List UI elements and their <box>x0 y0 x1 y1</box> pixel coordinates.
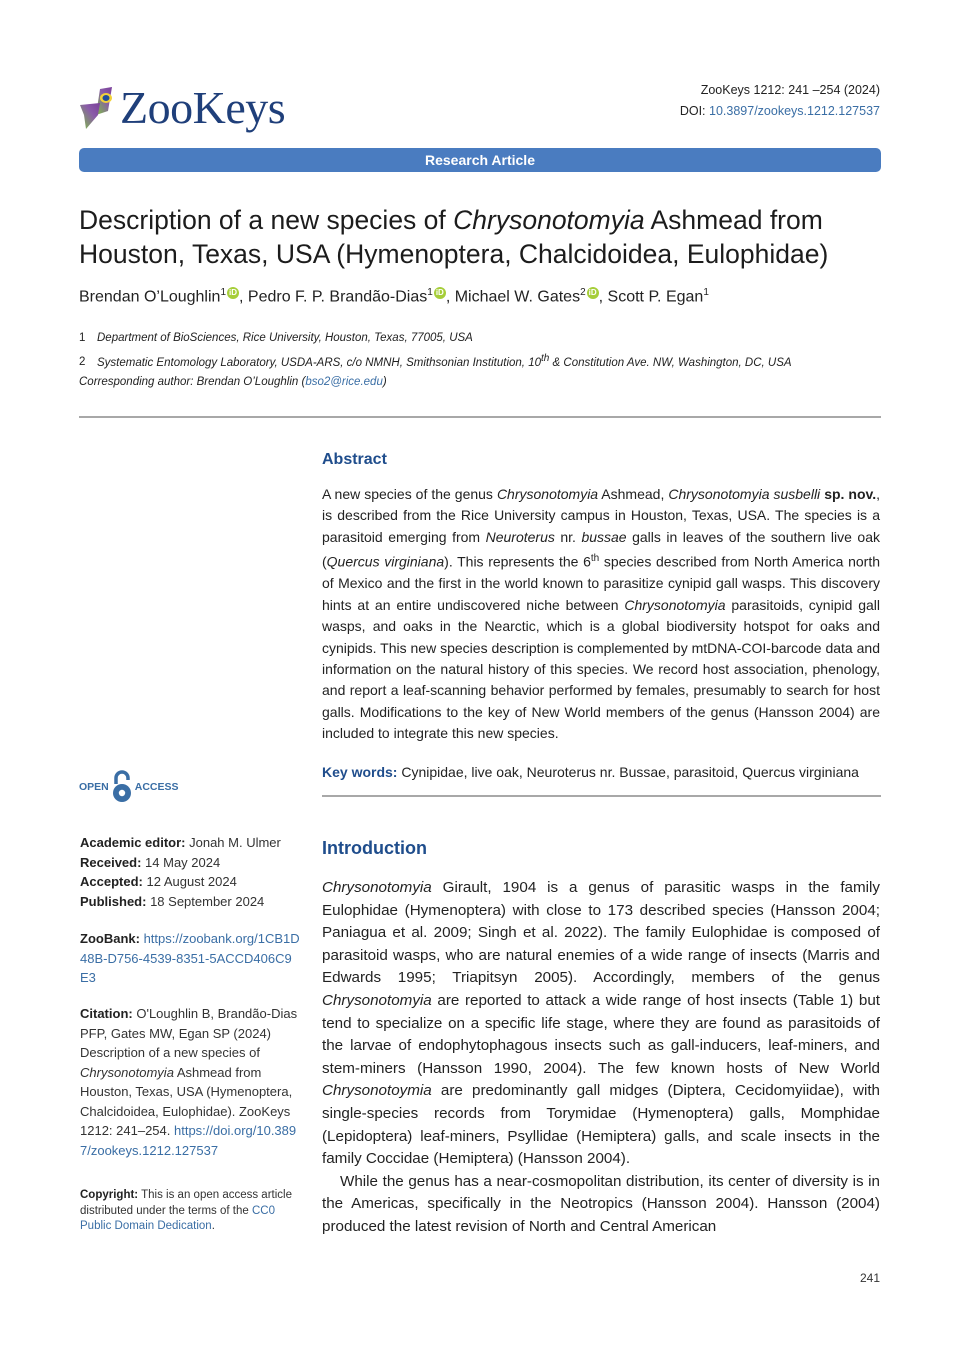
copyright <box>80 1188 300 1235</box>
title-text-rest: Ashmead from Houston, Texas, USA (Hymenoptera, Chalcidoidea, Eulophidae) <box>79 205 829 269</box>
author-list: Brendan O’Loughlin$^1$ iD , Pedro F. P. Brandão-Dias$^1$ iD , Michael W. Gates$^2$ iD , Scott P. Egan$^1$ <box>79 287 709 306</box>
keywords-list: Cynipidae, live oak, Neuroterus nr. Bussae, parasitoid, Quercus virginiana <box>401 764 859 780</box>
affiliation <box>79 329 792 349</box>
header-divider <box>79 416 881 418</box>
doi-link[interactable]: 10.3897/zookeys.1212.127537 <box>709 104 880 118</box>
journal-name: ZooKeys <box>120 82 286 133</box>
doi-line <box>680 101 880 122</box>
citation-doi-link[interactable]: https://doi.org/10.3897/zookeys.1212.127537 <box>80 1123 297 1158</box>
open-access-badge <box>79 770 179 804</box>
zoobank-label: ZooBank: <box>80 931 140 946</box>
citation-text: O'Loughlin B, Brandão-Dias PFP, Gates MW, Egan SP (2024) Description of a new species of <box>80 1006 298 1060</box>
published-label: Published: <box>80 893 147 909</box>
zoobank <box>80 929 300 988</box>
copyright-label: Copyright: <box>80 1189 139 1201</box>
citation-label: Citation: <box>80 1006 133 1021</box>
paren-close: ) <box>382 375 387 388</box>
copyright-text: This is an open access article distributed under the terms of the <box>80 1189 292 1217</box>
title-genus: Chrysonotomyia <box>453 205 645 235</box>
open-access-left: OPEN <box>79 781 109 793</box>
accepted-label: Accepted: <box>80 874 143 889</box>
affiliation <box>79 349 792 373</box>
abstract-divider <box>322 795 881 797</box>
editor-label: Academic editor: <box>80 835 186 850</box>
affil-marker: 2 <box>580 287 586 298</box>
article-title <box>79 203 899 271</box>
zoobank-link[interactable]: https://zoobank.org/1CB1D48B-D756-4539-8351-5ACCD406C9E3 <box>80 931 300 985</box>
introduction-heading: Introduction <box>322 838 427 858</box>
page-number: 241 <box>859 1271 880 1285</box>
affil-sup: th <box>541 352 550 364</box>
orcid-icon[interactable]: iD <box>229 288 237 298</box>
citation-line: ZooKeys 1212: 241 –254 (2024) <box>700 83 880 97</box>
affil-marker: 1 <box>427 287 433 298</box>
author[interactable]: Michael W. Gates <box>454 288 581 306</box>
author[interactable]: Scott P. Egan <box>607 288 704 306</box>
orcid-icon[interactable]: iD <box>588 288 597 298</box>
author[interactable]: Brendan O’Loughlin <box>79 288 221 306</box>
received-date: 14 May 2024 <box>145 854 221 870</box>
journal-logo[interactable] <box>78 78 285 138</box>
corresponding-author <box>79 373 792 393</box>
affiliations <box>79 329 792 392</box>
abstract-body: A new species of the genus Chrysonotomyia Ashmead, Chrysonotomyia susbelli sp. nov., is described from the Rice University campus in Houston, Texas, USA. The species is a parasitoid emerging from Neuroterus nr. bussae galls in leaves of the southern live oak (Quercus virginiana). This represents the 6th species described from North America north of Mexico and the first in the world known to parasitize cynipid gall wasps. This discovery hints at an entire undiscovered niche between Chrysonotomyia parasitoids, cynipid gall wasps, and oaks in the Nearctic, which is a global biodiversity hotspot for oaks and cynipids. This new species description is complemented by mtDNA-COI-barcode data and information on the natural history of this species. We record host association, phenology, and report a leaf-scanning behavior performed by females, presumably to search for host galls. Modifications to the key of New World members of the genus (Hansson 2004) are included to integrate this new species. <box>322 486 881 742</box>
orcid-icon[interactable]: iD <box>435 288 444 298</box>
affil-text: Department of BioSciences, Rice University, Houston, Texas, 77005, USA <box>97 332 473 344</box>
citation <box>80 1004 300 1160</box>
email-link[interactable]: bso2@rice.edu <box>305 375 383 388</box>
affil-text-rest: & Constitution Ave. NW, Washington, DC, USA <box>549 356 792 369</box>
affil-text: Systematic Entomology Laboratory, USDA-ARS, c/o NMNH, Smithsonian Institution, 10 <box>97 356 541 369</box>
editor-name: Jonah M. Ulmer <box>189 835 281 850</box>
open-lock-icon <box>111 770 133 804</box>
keywords-label: Key words: <box>322 764 398 780</box>
accepted-date: 12 August 2024 <box>146 874 237 889</box>
corresponding-label: Corresponding author: Brendan O’Loughlin ( <box>79 375 306 388</box>
citation-text-rest: Ashmead from Houston, Texas, USA (Hymenoptera, Chalcidoidea, Eulophidae). ZooKeys 1212: 241–254. <box>80 1064 293 1138</box>
license-link[interactable]: CC0 Public Domain Dedication <box>80 1204 275 1232</box>
paragraph: Chrysonotomyia Girault, 1904 is a genus of parasitic wasps in the family Eulophidae (Hymenoptera) with close to 173 described species (Hansson 2004; Paniagua et al. 2009; Singh et al. 2022). The family Eulophidae is composed of parasitoid wasps, who are natural enemies of a wide range of insects (Marris and Edwards 1995; Triapitsyn 2005). Accordingly, members of the genus Chrysonotomyia are reported to attack a wide range of host insects (Table 1) but tend to specialize on a specific life stage, where they are found as parasitoids of the larvae of endophytophagous insects such as gall-inducers, leaf-miners, and stem-miners (Hansson 1990, 2004). The few known hosts of New World Chrysonotoymia are predominantly gall midges (Diptera, Cecidomyiidae), with single-species records from Torymidae (Hymenoptera) galls, Momphidae (Lepidoptera) leaf-miners, Psyllidae (Hemiptera) galls, and scale insects in the family Coccidae (Hemiptera) (Hansson 2004). <box>322 879 880 1168</box>
published-date: 18 September 2024 <box>150 893 265 909</box>
affil-marker: 1 <box>703 287 709 298</box>
butterfly-icon <box>78 85 118 131</box>
period: . <box>211 1220 215 1232</box>
article-type-banner: Research Article <box>79 148 881 172</box>
affil-marker: 1 <box>220 287 226 298</box>
received-label: Received: <box>80 854 142 870</box>
article-meta <box>680 80 880 122</box>
citation-genus: Chrysonotomyia <box>80 1064 174 1080</box>
keywords <box>322 764 859 780</box>
title-text: Description of a new species of <box>79 205 454 235</box>
author[interactable]: Pedro F. P. Brandão-Dias <box>247 288 428 306</box>
doi-label: DOI: <box>679 104 706 118</box>
paragraph: While the genus has a near-cosmopolitan distribution, its center of diversity is in the Americas, specifically in the Neotropics (Hansson 2004). Hansson (2004) produced the latest revision of North and Central American <box>322 1172 880 1235</box>
introduction-body <box>322 877 880 1239</box>
affil-number: 1 <box>79 332 86 344</box>
article-dates <box>80 833 300 911</box>
affil-number: 2 <box>79 356 86 369</box>
abstract-heading: Abstract <box>322 451 387 468</box>
open-access-right: ACCESS <box>134 781 179 793</box>
